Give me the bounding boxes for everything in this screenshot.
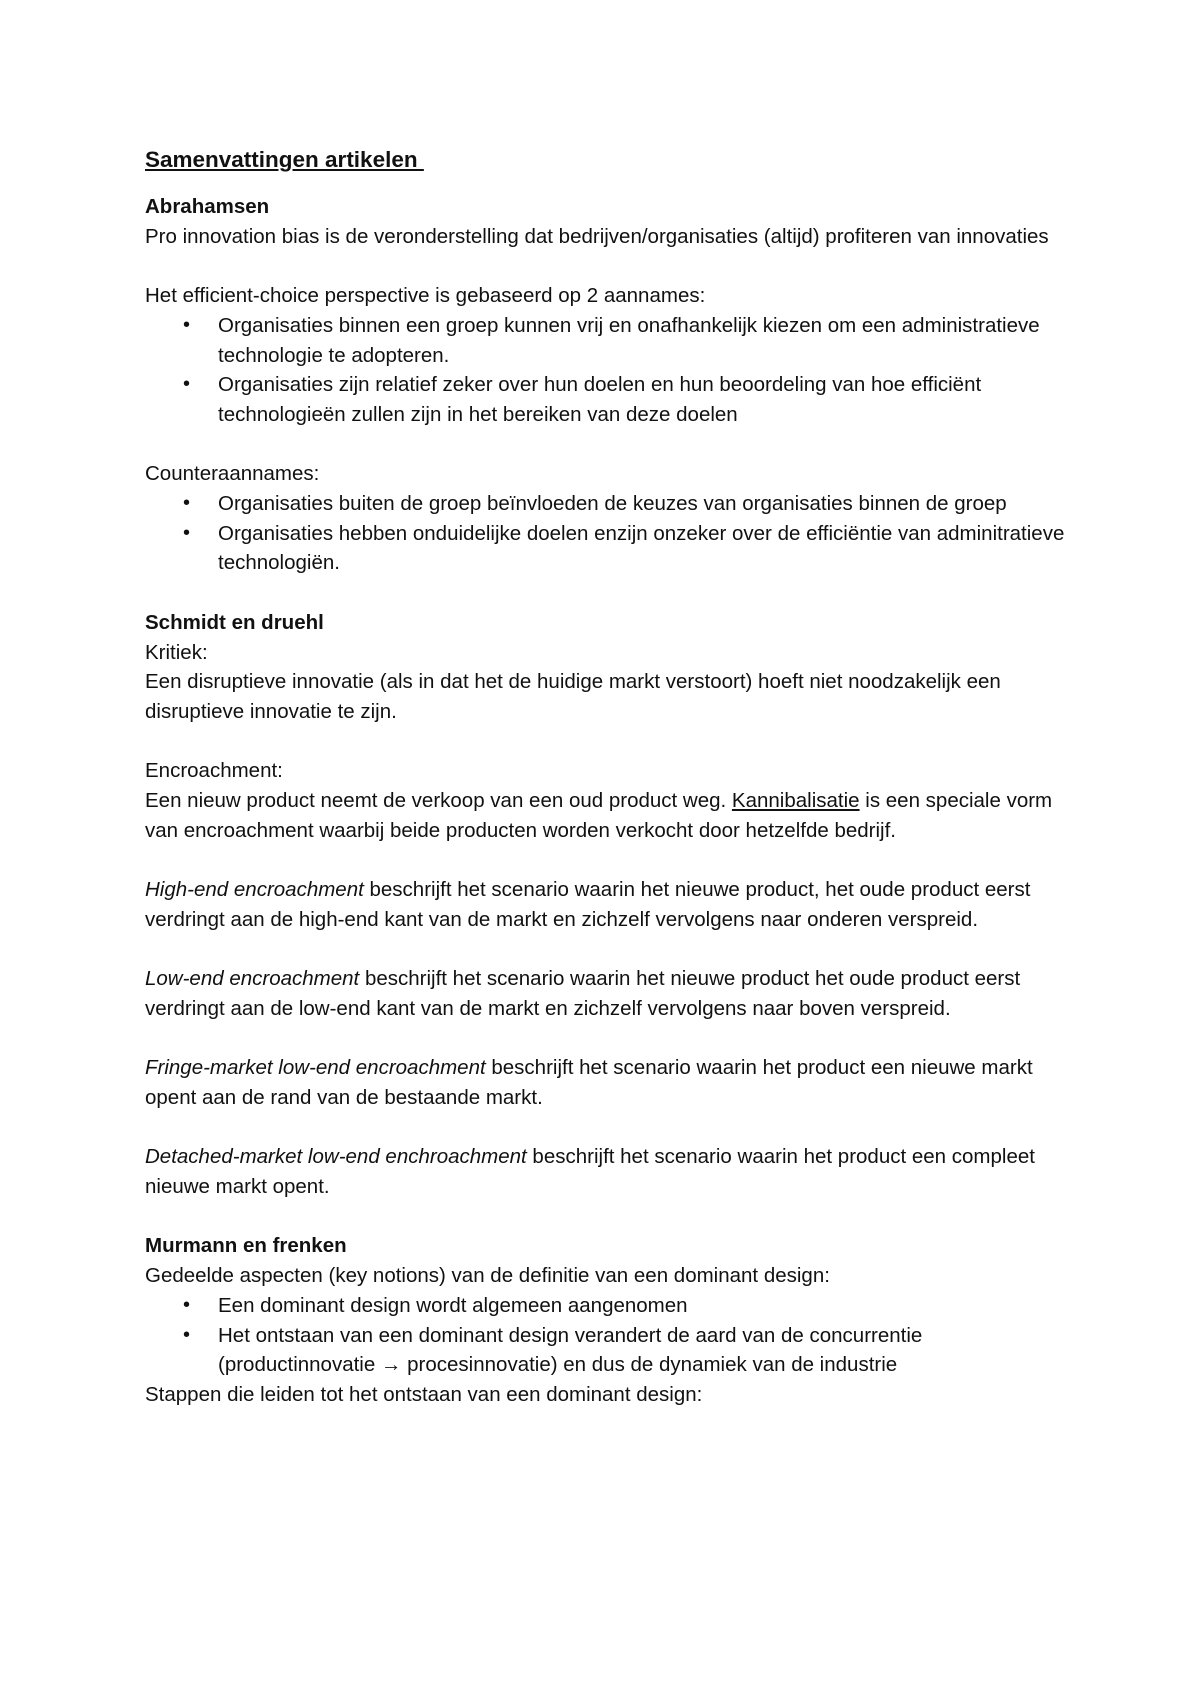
list-item	[145, 489, 1080, 519]
bullet-icon: •	[183, 1323, 191, 1346]
list-item	[145, 311, 1080, 370]
document-title: Samenvattingen artikelen	[145, 147, 424, 172]
bullet-icon: •	[183, 373, 191, 396]
encroachment-label: Encroachment:	[145, 759, 283, 783]
low-end-paragraph	[145, 964, 1080, 1023]
detached-market-text: beschrijft het scenario waarin het product een compleet nieuwe markt opent.	[145, 1145, 1035, 1199]
bullet-icon: •	[183, 521, 191, 544]
detached-market-paragraph	[145, 1142, 1080, 1201]
list-item-text: Organisaties zijn relatief zeker over hun doelen en hun beoordeling van hoe efficiënt technologieën zullen zijn in het bereiken van deze doelen	[218, 373, 982, 426]
fringe-market-paragraph	[145, 1053, 1080, 1112]
counter-assumptions-label: Counteraannames:	[145, 462, 320, 486]
bullet-icon: •	[183, 313, 191, 336]
section-schmidt-druehl	[145, 608, 1080, 1202]
fringe-market-text: beschrijft het scenario waarin het product een nieuwe markt opent aan de rand van de bestaande markt.	[145, 1056, 1033, 1109]
steps-label: Stappen die leiden tot het ontstaan van een dominant design:	[145, 1382, 703, 1406]
section-heading-murmann: Murmann en frenken	[145, 1234, 347, 1258]
high-end-term: High-end encroachment	[145, 878, 364, 902]
high-end-paragraph	[145, 875, 1080, 934]
bullet-icon: •	[183, 1293, 191, 1316]
kritiek-text: Een disruptieve innovatie (als in dat het de huidige markt verstoort) hoeft niet noodzakelijk een disruptieve innovatie te zijn.	[145, 670, 1001, 723]
low-end-term: Low-end encroachment	[145, 967, 360, 991]
encroachment-paragraph	[145, 786, 1080, 845]
document-page	[145, 144, 1080, 1410]
list-item-text: Organisaties buiten de groep beïnvloeden de keuzes van organisaties binnen de groep	[218, 492, 1007, 515]
counter-assumptions-list	[145, 489, 1080, 578]
fringe-market-term: Fringe-market low-end encroachment	[145, 1056, 486, 1080]
bullet-icon: •	[183, 492, 191, 514]
detached-market-term: Detached-market low-end enchroachment	[145, 1145, 527, 1169]
list-item-text: Een dominant design wordt algemeen aangenomen	[218, 1293, 688, 1317]
list-item	[145, 370, 1080, 429]
list-item-text: Organisaties binnen een groep kunnen vrij en onafhankelijk kiezen om een administratieve technologie te adopteren.	[218, 313, 1040, 367]
section-heading-schmidt: Schmidt en druehl	[145, 610, 324, 634]
list-item	[145, 1321, 1080, 1380]
encroachment-text-after: is een speciale vorm van encroachment waarbij beide producten worden verkocht door hetzelfde bedrijf.	[145, 789, 1053, 842]
low-end-text: beschrijft het scenario waarin het nieuwe product het oude product eerst verdringt aan de low-end kant van de markt en zichzelf vervolgens naar boven verspreid.	[145, 967, 1021, 1020]
encroachment-text-before: Een nieuw product neemt de verkoop van een oud product weg.	[145, 789, 732, 812]
list-item	[145, 519, 1080, 578]
list-item-text: Het ontstaan van een dominant design verandert de aard van de concurrentie (productinnovatie → procesinnovatie) en dus de dynamiek van de industrie	[218, 1323, 923, 1377]
kritiek-label: Kritiek:	[145, 640, 208, 664]
assumptions-list	[145, 311, 1080, 430]
aspects-list	[145, 1291, 1080, 1380]
kannibalisatie-term: Kannibalisatie	[731, 789, 860, 812]
high-end-text: beschrijft het scenario waarin het nieuwe product, het oude product eerst verdringt aan de high-end kant van de markt en zichzelf vervolgens naar onderen verspreid.	[145, 878, 1031, 931]
section-abrahamsen	[145, 192, 1080, 578]
section-murmann-frenken	[145, 1231, 1080, 1409]
efficient-choice-text: Het efficient-choice perspective is gebaseerd op 2 aannames:	[145, 284, 706, 308]
aspects-label: Gedeelde aspecten (key notions) van de definitie van een dominant design:	[145, 1264, 830, 1288]
pro-innovation-bias-text: Pro innovation bias is de veronderstelling dat bedrijven/organisaties (altijd) profiteren van innovaties	[145, 224, 1049, 248]
list-item-text: Organisaties hebben onduidelijke doelen enzijn onzeker over de efficiëntie van adminitratieve technologiën.	[218, 521, 1065, 575]
section-heading-abrahamsen: Abrahamsen	[145, 195, 270, 218]
list-item	[145, 1291, 1080, 1321]
